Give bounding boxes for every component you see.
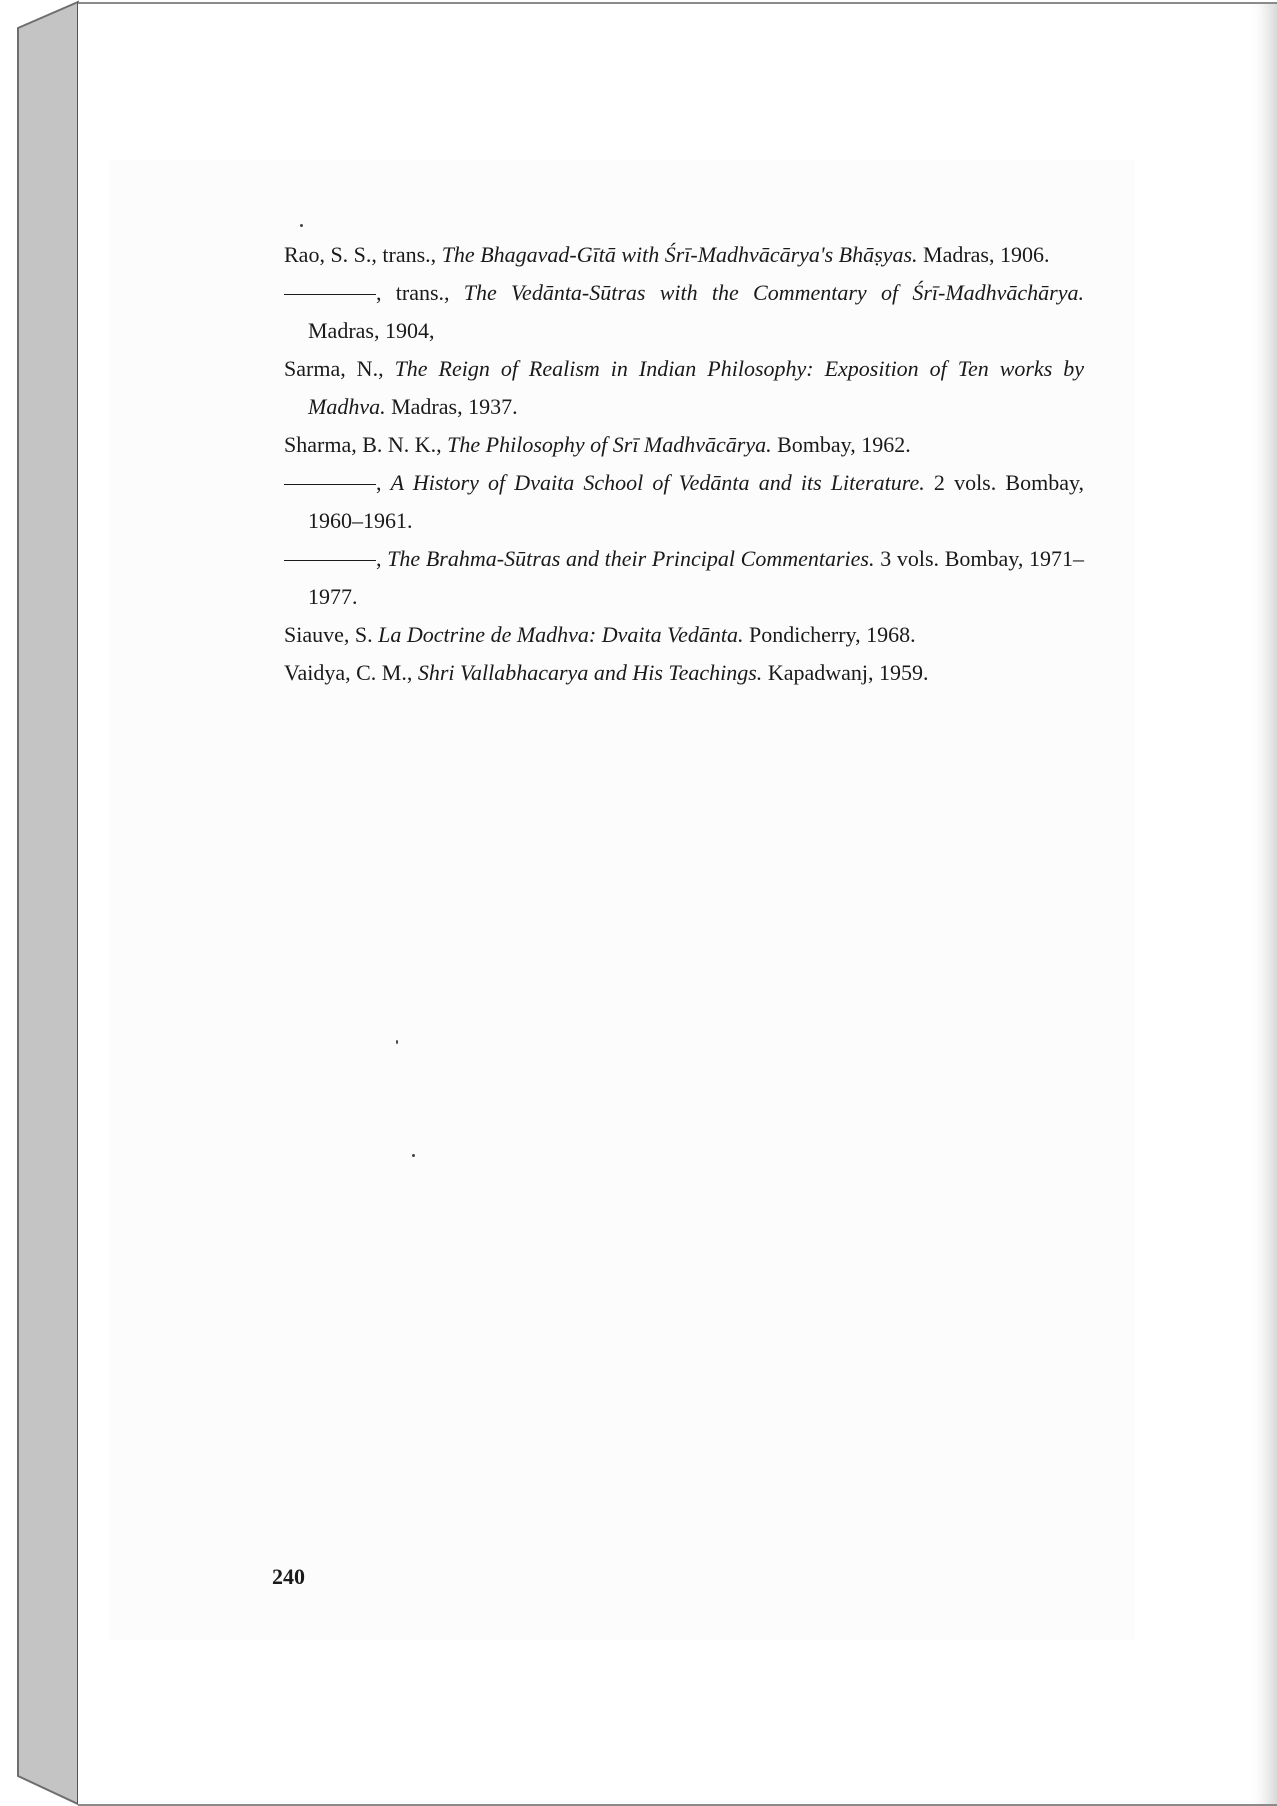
entry-author: , xyxy=(376,470,382,495)
bibliography-entry xyxy=(284,350,1084,426)
entry-author: Vaidya, C. M., xyxy=(284,660,413,685)
entry-title: La Doctrine de Madhva: Dvaita Vedānta. xyxy=(378,622,744,647)
entry-author: Sharma, B. N. K., xyxy=(284,432,442,457)
bibliography-entry xyxy=(284,426,1084,464)
entry-publication: Madras, 1906. xyxy=(923,242,1050,267)
entry-publication: Kapadwanj, 1959. xyxy=(767,660,929,685)
bibliography-entry xyxy=(284,274,1084,350)
ditto-rule xyxy=(284,484,376,485)
entry-author: , xyxy=(376,546,382,571)
entry-author: Siauve, S. xyxy=(284,622,373,647)
book-spine xyxy=(0,0,80,1806)
entry-publication: 2 vols. Bombay, 1960–1961. xyxy=(308,470,1085,533)
entry-publication: Bombay, 1962. xyxy=(777,432,911,457)
entry-author: Rao, S. S., trans., xyxy=(284,242,437,267)
entry-title: The Brahma-Sūtras and their Principal Commentaries. xyxy=(387,546,875,571)
entry-title: Shri Vallabhacarya and His Teachings. xyxy=(417,660,763,685)
scan-speck xyxy=(412,1154,415,1157)
bibliography-entry xyxy=(284,464,1084,540)
entry-title: The Philosophy of Srī Madhvācārya. xyxy=(447,432,772,457)
entry-publication: Pondicherry, 1968. xyxy=(749,622,916,647)
page-number: 240 xyxy=(272,1564,305,1589)
bibliography-list xyxy=(284,236,1084,692)
scan-speck xyxy=(396,1040,398,1044)
bibliography-entry xyxy=(284,654,1084,692)
entry-publication: Madras, 1904, xyxy=(308,318,435,343)
entry-title: A History of Dvaita School of Vedānta and its Literature. xyxy=(390,470,925,495)
ditto-rule xyxy=(284,560,376,561)
bibliography-entry xyxy=(284,236,1084,274)
entry-author: Sarma, N., xyxy=(284,356,384,381)
entry-publication: Madras, 1937. xyxy=(391,394,518,419)
entry-title: The Reign of Realism in Indian Philosophy: Exposition of Ten works by Madhva. xyxy=(308,356,1085,419)
entry-author: , trans., xyxy=(376,280,450,305)
entry-title: The Bhagavad-Gītā with Śrī-Madhvācārya's Bhāṣyas. xyxy=(441,242,918,267)
scan-speck xyxy=(300,224,303,227)
entry-title: The Vedānta-Sūtras with the Commentary of Śrī-Madhvāchārya. xyxy=(463,280,1085,305)
entry-publication: 3 vols. Bombay, 1971–1977. xyxy=(308,546,1085,609)
ditto-rule xyxy=(284,294,376,295)
bibliography-entry xyxy=(284,616,1084,654)
bibliography-entry xyxy=(284,540,1084,616)
